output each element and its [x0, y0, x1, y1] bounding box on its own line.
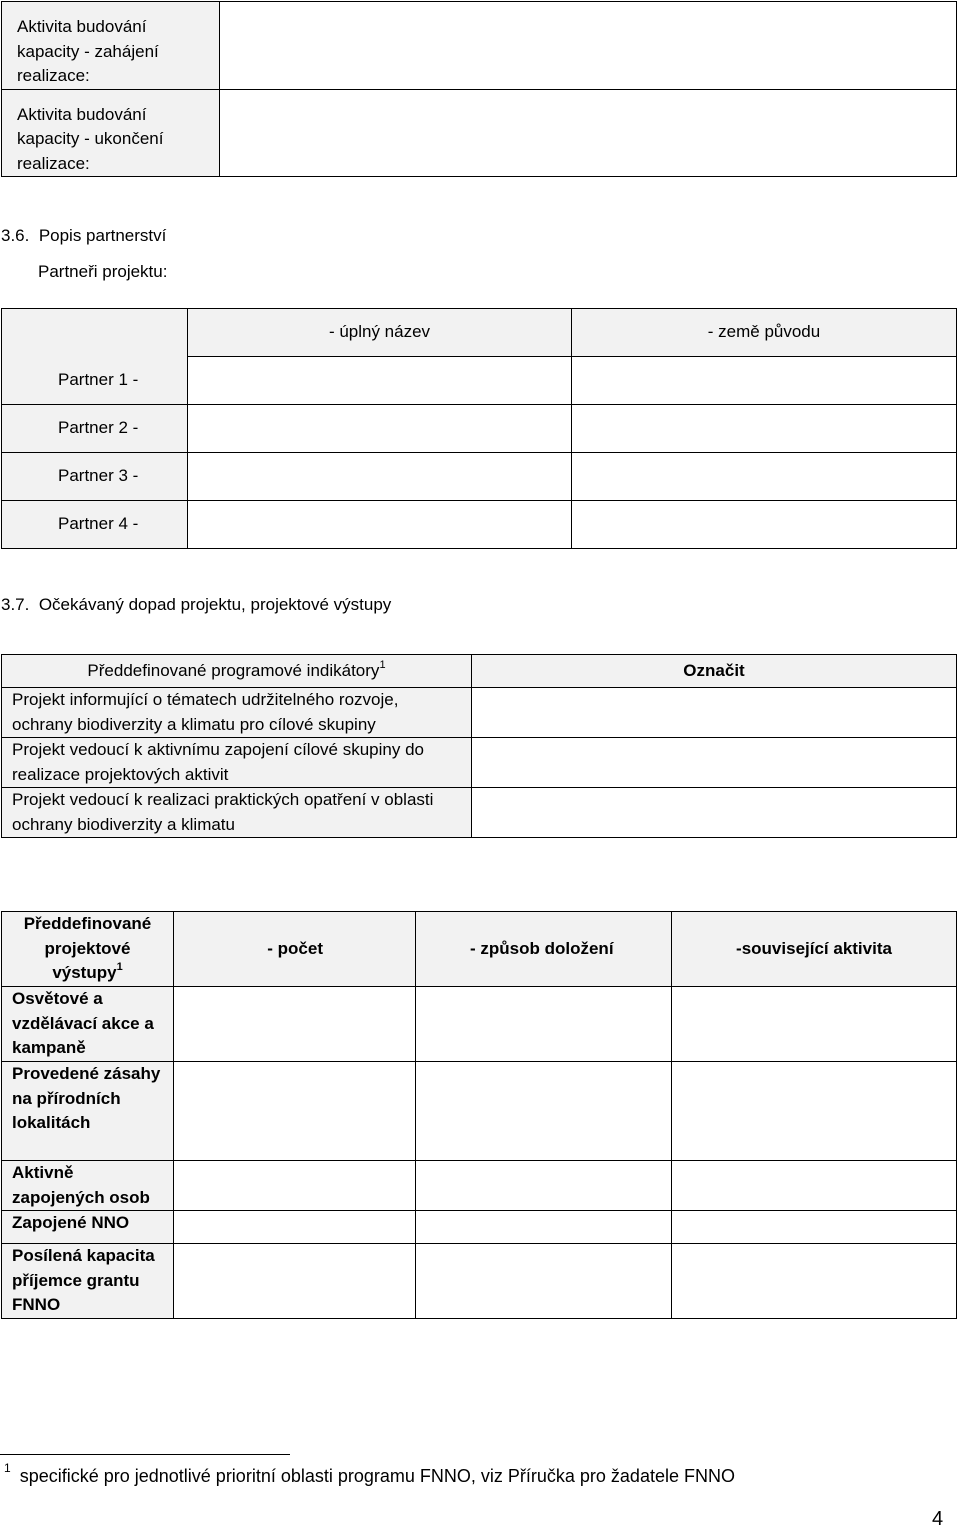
- section-title: Popis partnerství: [38, 226, 167, 245]
- indicator-label: Projekt vedoucí k aktivnímu zapojení cílové skupiny do realizace projektových aktivit: [2, 738, 472, 788]
- partner-name-field[interactable]: [188, 500, 572, 548]
- section-title: Očekávaný dopad projektu, projektové výstupy: [38, 595, 392, 614]
- output-activity-field[interactable]: [672, 1161, 957, 1211]
- capacity-start-label: Aktivita budování kapacity - zahájení realizace:: [2, 2, 220, 90]
- indicator-mark-field[interactable]: [472, 688, 957, 738]
- section-heading-3-6: [1, 226, 166, 246]
- partner-label: Partner 4 -: [2, 500, 188, 548]
- indicator-label: Projekt informující o tématech udržitelného rozvoje, ochrany biodiverzity a klimatu pro cílové skupiny: [2, 688, 472, 738]
- footnote-separator: [0, 1454, 290, 1455]
- partners-label: Partneři projektu:: [38, 262, 168, 281]
- indicators-header-text: Předdefinované programové indikátory: [87, 661, 380, 680]
- capacity-end-label: Aktivita budování kapacity - ukončení realizace:: [2, 89, 220, 177]
- output-count-field[interactable]: [174, 1244, 416, 1319]
- output-proof-field[interactable]: [416, 987, 672, 1062]
- mark-header: Označit: [472, 655, 957, 688]
- section-number: 3.6.: [1, 226, 30, 245]
- partner-name-field[interactable]: [188, 404, 572, 452]
- capacity-start-field[interactable]: [220, 2, 957, 90]
- output-activity-field[interactable]: [672, 1211, 957, 1244]
- col-count: - počet: [174, 912, 416, 987]
- output-activity-field[interactable]: [672, 987, 957, 1062]
- partners-header-empty: [2, 309, 188, 357]
- footnote-mark: 1: [4, 1461, 11, 1475]
- indicators-table: [1, 654, 957, 838]
- partner-country-field[interactable]: [572, 500, 957, 548]
- output-proof-field[interactable]: [416, 1161, 672, 1211]
- footnote-text: specifické pro jednotlivé prioritní oblasti programu FNNO, viz Příručka pro žadatele FNNO: [19, 1466, 735, 1486]
- output-label: Osvětové a vzdělávací akce a kampaně: [2, 987, 174, 1062]
- output-activity-field[interactable]: [672, 1062, 957, 1161]
- output-label: Provedené zásahy na přírodních lokalitách: [2, 1062, 174, 1161]
- partner-label: Partner 2 -: [2, 404, 188, 452]
- partners-table: [1, 308, 957, 549]
- partner-label: Partner 3 -: [2, 452, 188, 500]
- output-count-field[interactable]: [174, 1161, 416, 1211]
- col-full-name: - úplný název: [188, 309, 572, 357]
- footnote-ref: 1: [116, 961, 123, 974]
- output-count-field[interactable]: [174, 1062, 416, 1161]
- partner-country-field[interactable]: [572, 452, 957, 500]
- page-number: 4: [932, 1508, 944, 1530]
- output-proof-field[interactable]: [416, 1211, 672, 1244]
- capacity-end-field[interactable]: [220, 89, 957, 177]
- output-count-field[interactable]: [174, 1211, 416, 1244]
- footnote-ref: 1: [379, 659, 386, 672]
- indicator-label: Projekt vedoucí k realizaci praktických opatření v oblasti ochrany biodiverzity a klimatu: [2, 788, 472, 838]
- output-count-field[interactable]: [174, 987, 416, 1062]
- col-proof: - způsob doložení: [416, 912, 672, 987]
- output-label: Zapojené NNO: [2, 1211, 174, 1244]
- output-label: Aktivně zapojených osob: [2, 1161, 174, 1211]
- output-proof-field[interactable]: [416, 1062, 672, 1161]
- footnote: [4, 1461, 735, 1487]
- indicators-header: [2, 655, 472, 688]
- indicator-mark-field[interactable]: [472, 788, 957, 838]
- output-proof-field[interactable]: [416, 1244, 672, 1319]
- capacity-table: [1, 1, 957, 177]
- section-heading-3-7: [1, 595, 391, 615]
- outputs-header: [2, 912, 174, 987]
- partner-label: Partner 1 -: [2, 356, 188, 404]
- indicator-mark-field[interactable]: [472, 738, 957, 788]
- outputs-header-text: Předdefinované projektové výstupy: [23, 914, 152, 982]
- partner-name-field[interactable]: [188, 356, 572, 404]
- partner-country-field[interactable]: [572, 404, 957, 452]
- col-country: - země původu: [572, 309, 957, 357]
- col-activity: -související aktivita: [672, 912, 957, 987]
- section-number: 3.7.: [1, 595, 30, 614]
- output-label: Posílená kapacita příjemce grantu FNNO: [2, 1244, 174, 1319]
- partner-name-field[interactable]: [188, 452, 572, 500]
- partner-country-field[interactable]: [572, 356, 957, 404]
- outputs-table: [1, 911, 957, 1319]
- output-activity-field[interactable]: [672, 1244, 957, 1319]
